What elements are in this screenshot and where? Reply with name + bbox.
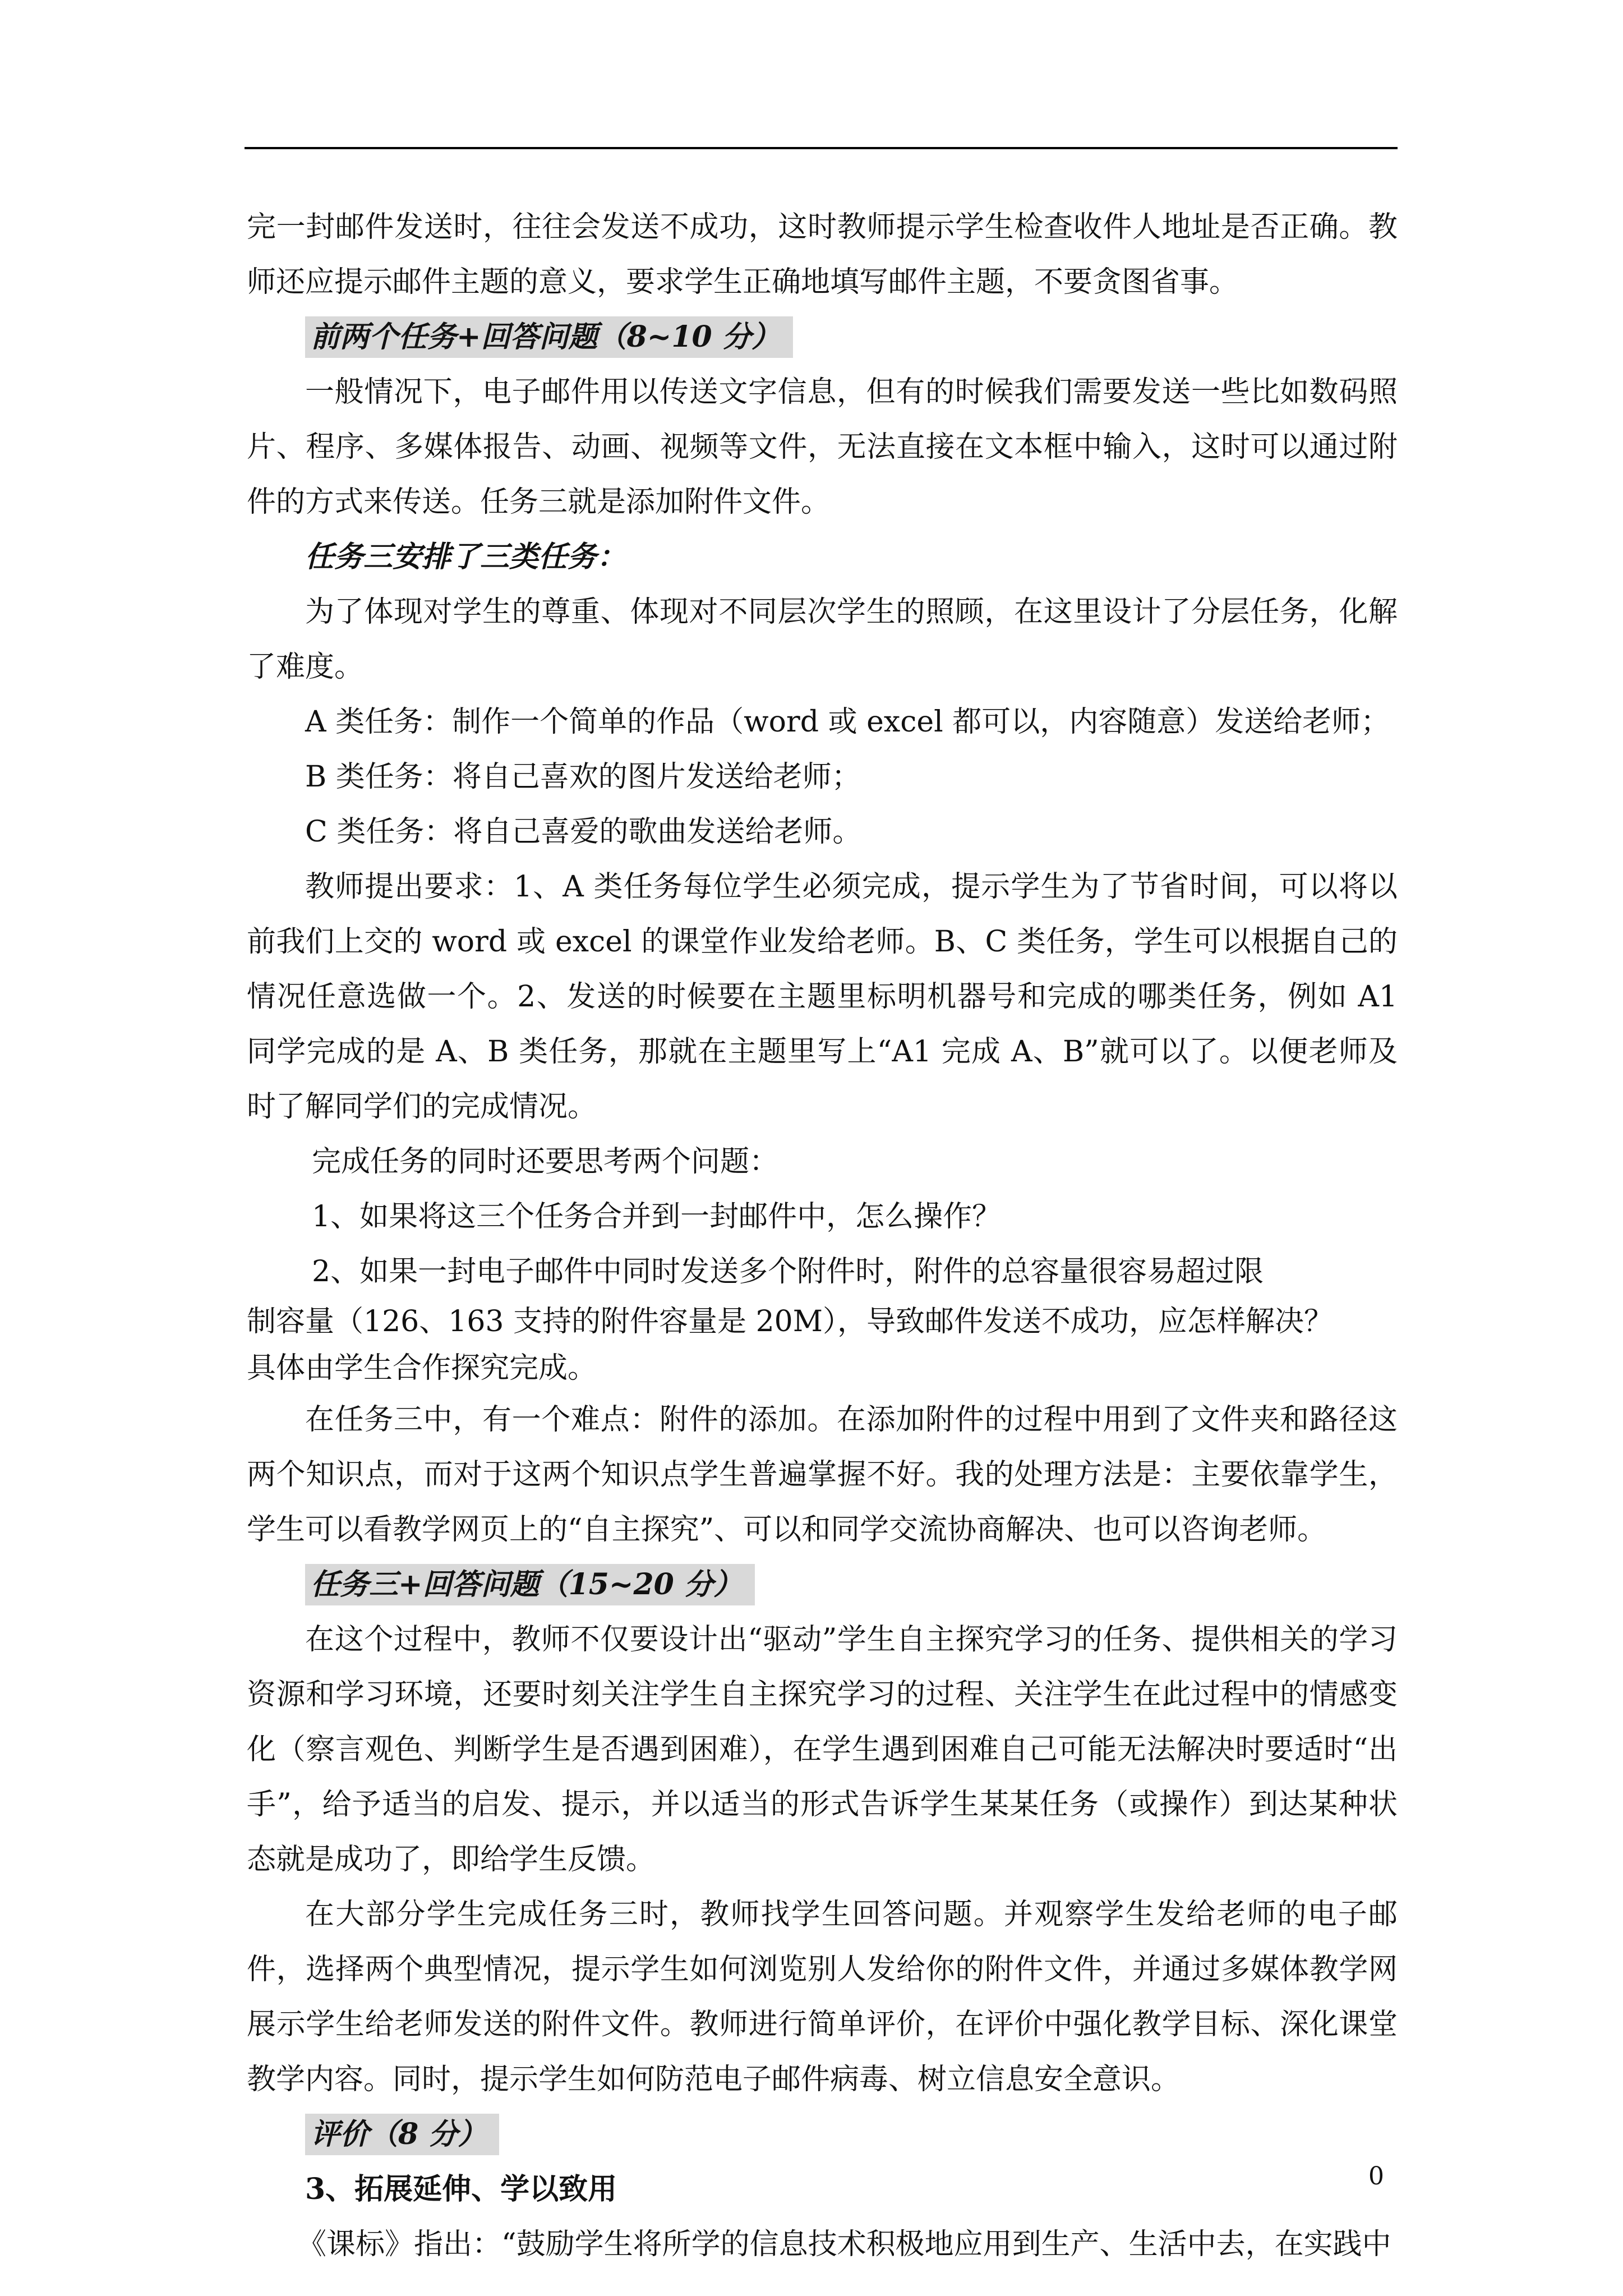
- heading-task-three-wrap: [247, 1557, 1398, 1612]
- paragraph-email-send-failure: 完一封邮件发送时，往往会发送不成功，这时教师提示学生检查收件人地址是否正确。教师还应提示邮件主题的意义，要求学生正确地填写邮件主题，不要贪图省事。: [247, 210, 1398, 299]
- task-a: A 类任务：制作一个简单的作品（word 或 excel 都可以，内容随意）发送给老师；: [305, 705, 1390, 739]
- paragraph-teacher-requirements: 教师提出要求：1、A 类任务每位学生必须完成，提示学生为了节省时间，可以将以前我们上交的 word 或 excel 的课堂作业发给老师。B、C 类任务，学生可以根据自己的情况任意选做一个。2、发送的时候要在主题里标明机器号和完成的哪类任务，例如 A1 同学完成的是 A、B 类任务，那就在主题里写上“A1 完成 A、B”就可以了。以便老师及时了解同学们的完成情况。: [247, 870, 1398, 1124]
- heading-extension: 3、拓展延伸、学以致用: [305, 2172, 617, 2206]
- paragraph-difficulty: 在任务三中，有一个难点：附件的添加。在添加附件的过程中用到了文件夹和路径这两个知识点，而对于这两个知识点学生普遍掌握不好。我的处理方法是：主要依靠学生，学生可以看教学网页上的“自主探究”、可以和同学交流协商解决、也可以咨询老师。: [247, 1403, 1398, 1547]
- heading-task-three-types: 任务三安排了三类任务：: [305, 540, 626, 574]
- paragraph-two-questions: 完成任务的同时还要思考两个问题：: [312, 1145, 779, 1179]
- question-2-line-3: 具体由学生合作探究完成。: [247, 1351, 597, 1385]
- header-rule: [245, 147, 1398, 149]
- heading-first-two-tasks: 前两个任务+回答问题（8~10 分）: [305, 316, 793, 358]
- heading-evaluation: 评价（8 分）: [305, 2114, 499, 2155]
- task-c: C 类任务：将自己喜爱的歌曲发送给老师。: [305, 815, 862, 849]
- question-2-line-1: 2、如果一封电子邮件中同时发送多个附件时，附件的总容量很容易超过限: [312, 1255, 1264, 1289]
- paragraph-layered-tasks: 为了体现对学生的尊重、体现对不同层次学生的照顾，在这里设计了分层任务，化解了难度。: [247, 595, 1398, 684]
- paragraph-evaluation-details: 在大部分学生完成任务三时，教师找学生回答问题。并观察学生发给老师的电子邮件，选择两个典型情况，提示学生如何浏览别人发给你的附件文件，并通过多媒体教学网展示学生给老师发送的附件文件。教师进行简单评价，在评价中强化教学目标、深化课堂教学内容。同时，提示学生如何防范电子邮件病毒、树立信息安全意识。: [247, 1898, 1398, 2096]
- question-1: 1、如果将这三个任务合并到一封邮件中，怎么操作？: [312, 1200, 1002, 1234]
- heading-evaluation-wrap: [247, 2107, 1398, 2162]
- question-2-line-2: 制容量（126、163 支持的附件容量是 20M），导致邮件发送不成功，应怎样解决？: [247, 1305, 1333, 1338]
- page-number: 0: [1368, 2162, 1384, 2191]
- paragraph-curriculum-standard: 《课标》指出：“鼓励学生将所学的信息技术积极地应用到生产、生活中去，在实践中: [297, 2228, 1391, 2261]
- heading-first-two-tasks-wrap: [247, 310, 1398, 365]
- document-body: [247, 200, 1398, 2272]
- paragraph-process-guidance: 在这个过程中，教师不仅要设计出“驱动”学生自主探究学习的任务、提供相关的学习资源和学习环境，还要时刻关注学生自主探究学习的过程、关注学生在此过程中的情感变化（察言观色、判断学生是否遇到困难），在学生遇到困难自己可能无法解决时要适时“出手”，给予适当的启发、提示，并以适当的形式告诉学生某某任务（或操作）到达某种状态就是成功了，即给学生反馈。: [247, 1623, 1398, 1876]
- task-b: B 类任务：将自己喜欢的图片发送给老师；: [305, 760, 861, 794]
- heading-task-three: 任务三+回答问题（15~20 分）: [305, 1564, 755, 1605]
- paragraph-attachment-intro: 一般情况下，电子邮件用以传送文字信息，但有的时候我们需要发送一些比如数码照片、程序、多媒体报告、动画、视频等文件，无法直接在文本框中输入，这时可以通过附件的方式来传送。任务三就是添加附件文件。: [247, 375, 1398, 519]
